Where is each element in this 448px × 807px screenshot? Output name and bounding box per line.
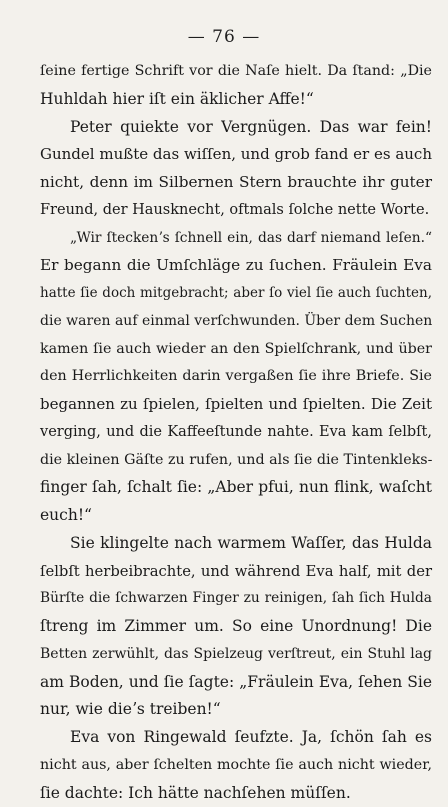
text-line-content: finger ſah, ſchalt ſie: „Aber pfui, nun flink, waſcht xyxy=(40,474,432,502)
text-line xyxy=(40,780,432,807)
text-line xyxy=(40,391,432,419)
text-line xyxy=(40,530,432,558)
text-line xyxy=(40,724,432,752)
text-line-content: Betten zerwühlt, das Spielzeug verſtreut, ein Stuhl lag xyxy=(40,641,432,669)
text-line-content: Bürſte die ſchwarzen Finger zu reinigen, ſah ſich Hulda xyxy=(40,585,432,613)
text-line-content: ſeine fertige Schrift vor die Naſe hielt. Da ſtand: „Die xyxy=(40,58,432,86)
body-text xyxy=(40,58,432,807)
text-line xyxy=(40,197,432,225)
text-line xyxy=(40,502,432,530)
text-line-content: verging, und die Kaffeeſtunde nahte. Eva kam ſelbſt, xyxy=(40,419,432,447)
text-line xyxy=(40,114,432,142)
text-line-content: „Wir ſteckenʼs ſchnell ein, das darf niemand leſen.“ xyxy=(70,225,432,253)
text-line-content: ſelbſt herbeibrachte, und während Eva half, mit der xyxy=(40,558,432,586)
text-line xyxy=(40,225,432,253)
text-line xyxy=(40,280,432,308)
text-line xyxy=(40,58,432,86)
text-line xyxy=(40,669,432,697)
text-line xyxy=(40,474,432,502)
text-line xyxy=(40,419,432,447)
text-line xyxy=(40,613,432,641)
text-line xyxy=(40,141,432,169)
text-line-content: kamen ſie auch wieder an den Spielſchrank, und über xyxy=(40,336,432,364)
text-line-content: hatte ſie doch mitgebracht; aber ſo viel ſie auch ſuchten, xyxy=(40,280,432,308)
text-line-content: den Herrlichkeiten darin vergaßen ſie ihre Briefe. Sie xyxy=(40,363,432,391)
text-line-content: ſtreng im Zimmer um. So eine Unordnung! Die xyxy=(40,613,432,641)
text-line-content: Sie klingelte nach warmem Waſſer, das Hulda xyxy=(70,530,432,558)
text-line-content: am Boden, und ſie ſagte: „Fräulein Eva, ſehen Sie xyxy=(40,669,432,697)
text-line xyxy=(40,696,432,724)
text-line-content: Huhldah hier iſt ein äklicher Affe!“ xyxy=(40,86,432,114)
text-line xyxy=(40,585,432,613)
text-line xyxy=(40,86,432,114)
text-line-content: Peter quiekte vor Vergnügen. Das war fein! xyxy=(70,114,432,142)
text-line-content: nur, wie dieʼs treiben!“ xyxy=(40,696,432,724)
text-line-content: begannen zu ſpielen, ſpielten und ſpielten. Die Zeit xyxy=(40,391,432,419)
text-line-content: nicht, denn im Silbernen Stern brauchte ihr guter xyxy=(40,169,432,197)
text-line xyxy=(40,558,432,586)
text-line xyxy=(40,447,432,475)
text-line-content: euch!“ xyxy=(40,502,432,530)
page-number: — 76 — xyxy=(0,27,448,47)
text-line-content: Gundel mußte das wiſſen, und grob fand er es auch xyxy=(40,141,432,169)
text-line xyxy=(40,752,432,780)
text-line xyxy=(40,363,432,391)
text-line-content: Freund, der Hausknecht, oftmals ſolche nette Worte. xyxy=(40,197,432,225)
text-line-content: ſie dachte: Ich hätte nachſehen müſſen. xyxy=(40,780,432,807)
text-line-content: Eva von Ringewald ſeufzte. Ja, ſchön ſah es xyxy=(70,724,432,752)
text-line xyxy=(40,308,432,336)
text-line-content: Er begann die Umſchläge zu ſuchen. Fräulein Eva xyxy=(40,252,432,280)
text-line xyxy=(40,336,432,364)
text-line xyxy=(40,169,432,197)
text-line xyxy=(40,252,432,280)
text-line xyxy=(40,641,432,669)
text-line-content: die kleinen Gäſte zu rufen, und als ſie die Tintenkleks- xyxy=(40,447,432,475)
text-line-content: nicht aus, aber ſchelten mochte ſie auch nicht wieder, xyxy=(40,752,432,780)
text-line-content: die waren auf einmal verſchwunden. Über dem Suchen xyxy=(40,308,432,336)
